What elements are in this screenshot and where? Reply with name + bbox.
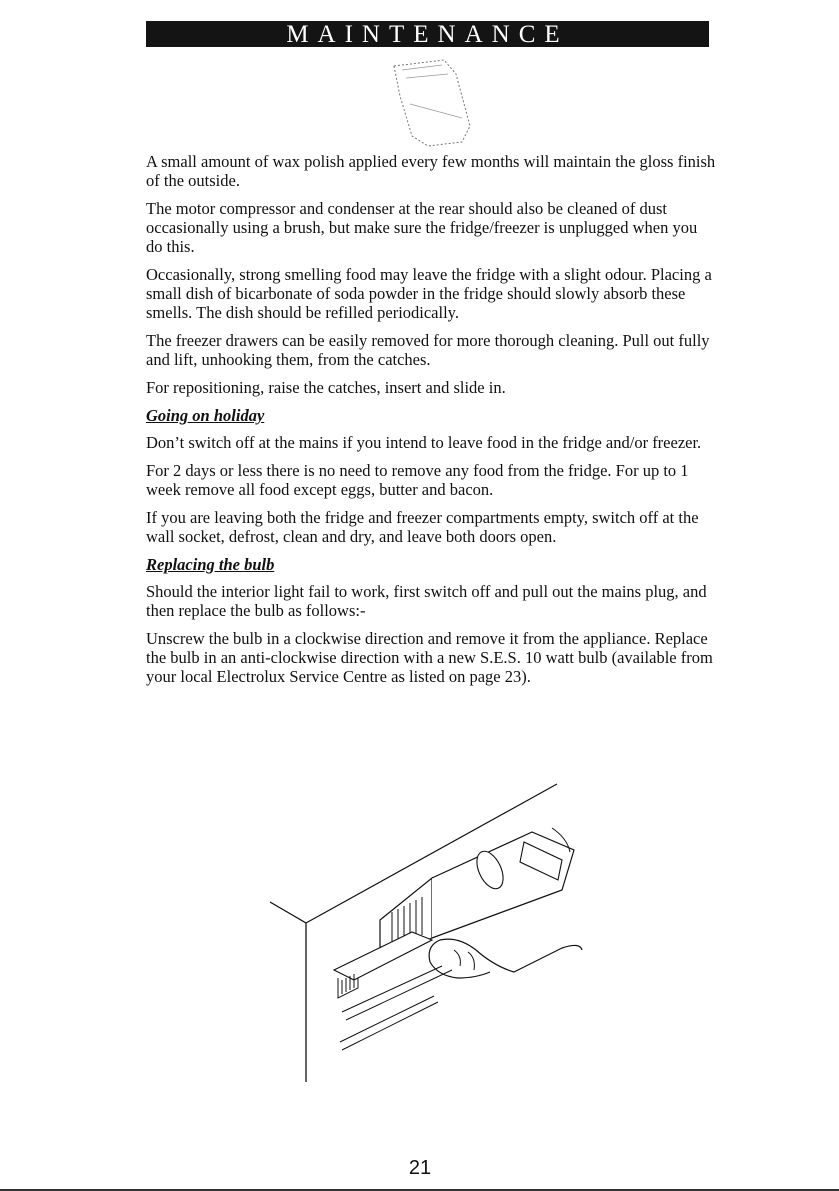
paragraph-holiday-empty: If you are leaving both the fridge and freezer compartments empty, switch off at the wall socket, defrost, clean and dry, and leave both doors open. (146, 508, 699, 546)
section-title: MAINTENANCE (286, 21, 569, 48)
paragraph-holiday-mains: Don’t switch off at the mains if you intend to leave food in the fridge and/or freezer. (146, 433, 702, 452)
bulb-replacement-illustration (262, 780, 602, 1085)
paragraph-holiday-duration: For 2 days or less there is no need to remove any food from the fridge. For up to 1 week remove all food except eggs, butter and bacon. (146, 461, 689, 499)
paragraph-wax-polish: A small amount of wax polish applied every few months will maintain the gloss finish of the outside. (146, 152, 716, 190)
heading-replacing-bulb: Replacing the bulb (146, 555, 275, 574)
paragraph-odour: Occasionally, strong smelling food may leave the fridge with a slight odour. Placing a small dish of bicarbonate of soda powder in the fridge should slowly absorb these smells. The dish should be refilled periodically. (146, 265, 712, 322)
paragraph-bulb-intro: Should the interior light fail to work, first switch off and pull out the mains plug, and then replace the bulb as follows:- (146, 582, 707, 620)
page-body (146, 152, 716, 695)
page-number: 21 (408, 1157, 432, 1179)
paragraph-compressor: The motor compressor and condenser at the rear should also be cleaned of dust occasionally using a brush, but make sure the fridge/freezer is unplugged when you do this. (146, 199, 698, 256)
heading-going-on-holiday: Going on holiday (146, 406, 265, 425)
paragraph-bulb-steps: Unscrew the bulb in a clockwise direction and remove it from the appliance. Replace the bulb in an anti-clockwise direction with a new S.E.S. 10 watt bulb (available from your local Electrolux Service Centre as listed on page 23). (146, 629, 713, 686)
paragraph-repositioning: For repositioning, raise the catches, insert and slide in. (146, 378, 506, 397)
section-title-bar (146, 21, 709, 47)
paragraph-freezer-drawers: The freezer drawers can be easily removed for more thorough cleaning. Pull out fully and lift, unhooking them, from the catches. (146, 331, 710, 369)
polish-cloth-illustration (382, 56, 482, 152)
